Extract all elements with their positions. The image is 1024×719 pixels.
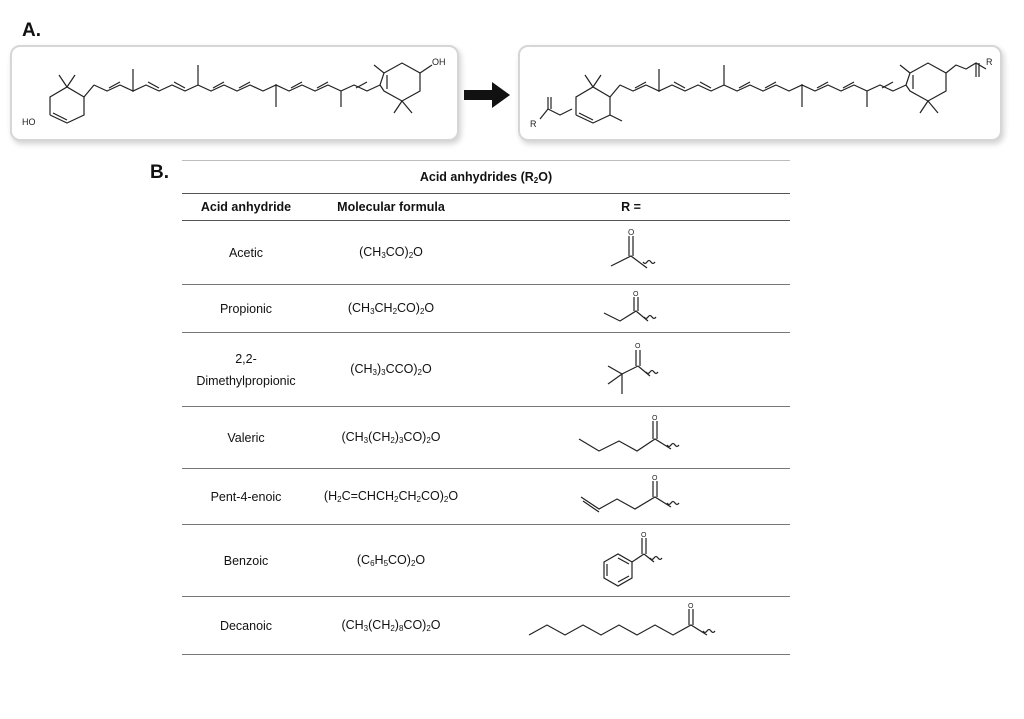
table-caption: Acid anhydrides $(R_2O)$	[182, 161, 790, 194]
svg-text:O: O	[628, 227, 635, 237]
header-acid-anhydride: Acid anhydride	[182, 194, 310, 221]
r-group-cell	[472, 285, 790, 333]
r-group-cell	[472, 407, 790, 469]
oh-label: OH	[432, 57, 446, 67]
table-row	[182, 407, 790, 469]
decanoyl-structure	[521, 601, 741, 651]
svg-text:O: O	[652, 474, 658, 482]
svg-text:O: O	[635, 342, 641, 350]
anhydride-name: Valeric	[182, 407, 310, 469]
table-row	[182, 221, 790, 285]
molecular-formula: $(CH_3(CH_2)_8CO)_2O$	[310, 597, 472, 655]
molecular-formula: $(CH_3)_3CCO)_2O$	[310, 333, 472, 407]
zeaxanthin-structure	[12, 47, 457, 139]
panel-a-label: A.	[22, 20, 41, 41]
table-row	[182, 285, 790, 333]
table-row	[182, 525, 790, 597]
r-group-cell	[472, 221, 790, 285]
svg-text:O: O	[652, 414, 658, 422]
valeryl-structure	[571, 411, 691, 465]
anhydride-name: Propionic	[182, 285, 310, 333]
molecular-formula: $(C_6H_5CO)_2O$	[310, 525, 472, 597]
anhydride-name: Decanoic	[182, 597, 310, 655]
table-row	[182, 469, 790, 525]
anhydride-name: 2,2- Dimethylpropionic	[182, 333, 310, 407]
molecular-formula: $(CH_3CO)_2O$	[310, 221, 472, 285]
r-left-label: R	[530, 119, 537, 129]
product-structure-box	[518, 45, 1002, 141]
svg-text:O: O	[688, 602, 694, 610]
pivaloyl-structure	[596, 338, 666, 402]
anhydride-name: Benzoic	[182, 525, 310, 597]
r-right-label: R	[986, 57, 993, 67]
anhydride-name: Acetic	[182, 221, 310, 285]
molecular-formula: $(H_2C=CHCH_2CH_2CO)_2O$	[310, 469, 472, 525]
acid-anhydride-table	[182, 160, 790, 655]
propionyl-structure	[596, 289, 666, 329]
panel-b-label: B.	[150, 162, 169, 183]
molecular-formula: $(CH_3(CH_2)_3CO)_2O$	[310, 407, 472, 469]
r-group-cell	[472, 597, 790, 655]
table-row	[182, 597, 790, 655]
ho-label: HO	[22, 117, 36, 127]
r-group-cell	[472, 525, 790, 597]
r-group-cell	[472, 469, 790, 525]
pentenoyl-structure	[571, 471, 691, 523]
header-molecular-formula: Molecular formula	[310, 194, 472, 221]
acetyl-structure	[601, 228, 661, 278]
table-row	[182, 333, 790, 407]
svg-text:O: O	[633, 290, 639, 298]
header-r: R =	[472, 194, 790, 221]
anhydride-name: Pent-4-enoic	[182, 469, 310, 525]
benzoyl-structure	[586, 528, 676, 594]
svg-text:O: O	[641, 531, 647, 539]
r-group-cell	[472, 333, 790, 407]
reactant-structure-box	[10, 45, 459, 141]
molecular-formula: $(CH_3CH_2CO)_2O$	[310, 285, 472, 333]
reaction-arrow-icon	[464, 82, 510, 108]
zeaxanthin-diester-structure	[520, 47, 1000, 139]
